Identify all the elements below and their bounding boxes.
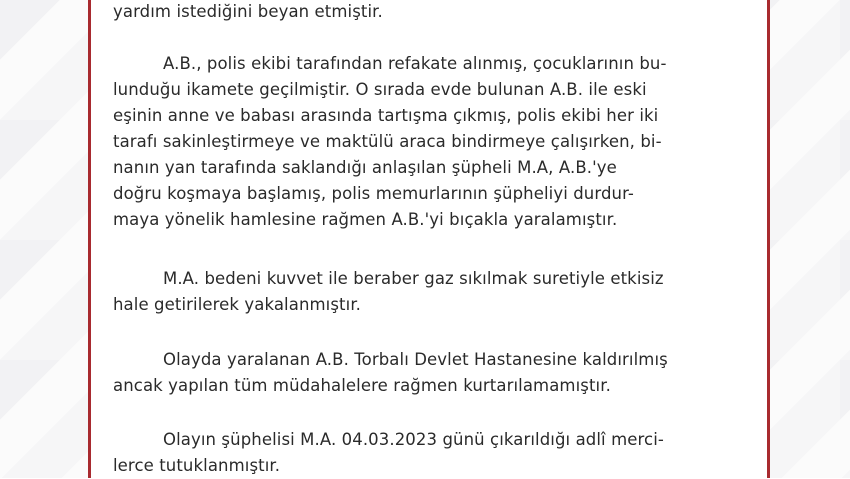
text-line: M.A. bedeni kuvvet ile beraber gaz sıkılmak suretiyle etkisiz (163, 269, 664, 288)
text-line: lunduğu ikamete geçilmiştir. O sırada evde bulunan A.B. ile eski (113, 80, 647, 99)
text-line: maya yönelik hamlesine rağmen A.B.'yi bıçakla yaralamıştır. (113, 210, 618, 229)
text-line: tarafı sakinleştirmeye ve maktülü araca bindirmeye çalışırken, bi- (113, 132, 662, 151)
text-line: hale getirilerek yakalanmıştır. (113, 295, 362, 314)
paragraph (113, 427, 749, 479)
text-line: ancak yapılan tüm müdahalelere rağmen kurtarılamamıştır. (113, 376, 611, 395)
paragraph (113, 0, 383, 25)
paragraph (113, 347, 749, 399)
text-line: yardım istediğini beyan etmiştir. (113, 2, 383, 21)
text-line: A.B., polis ekibi tarafından refakate alınmış, çocuklarının bu- (163, 54, 667, 73)
text-line: Olayın şüphelisi M.A. 04.03.2023 günü çıkarıldığı adlî merci- (163, 430, 664, 449)
right-border-rule (767, 0, 770, 478)
text-line: nanın yan tarafında saklandığı anlaşılan şüpheli M.A, A.B.'ye (113, 158, 617, 177)
text-line: lerce tutuklanmıştır. (113, 456, 281, 475)
paragraph (113, 266, 749, 318)
text-line: doğru koşmaya başlamış, polis memurlarının şüpheliyi durdur- (113, 184, 634, 203)
text-line: eşinin anne ve babası arasında tartışma çıkmış, polis ekibi her iki (113, 106, 659, 125)
text-line: Olayda yaralanan A.B. Torbalı Devlet Hastanesine kaldırılmış (163, 350, 668, 369)
paragraph (113, 51, 749, 233)
